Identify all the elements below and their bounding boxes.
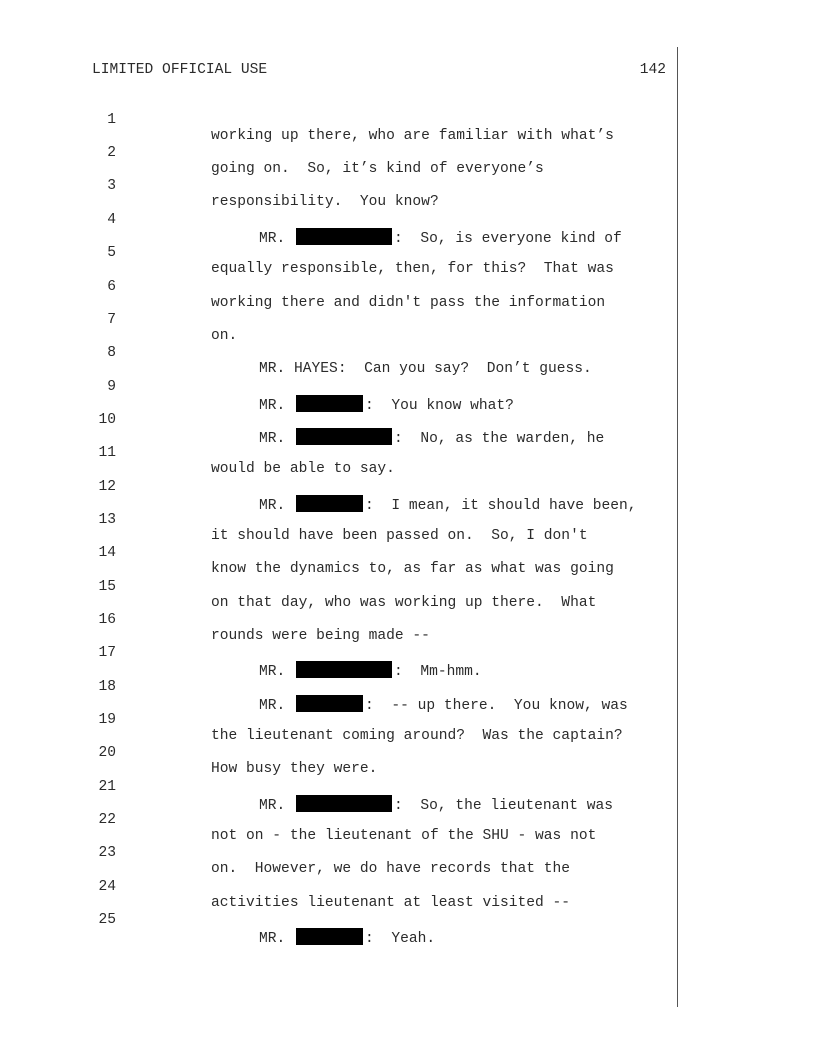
transcript-line [0, 696, 816, 744]
transcript-line [0, 596, 816, 644]
transcript-line [0, 263, 816, 311]
line-number: 5 [107, 245, 116, 261]
speaker-text: : I mean, it should have been, [365, 498, 637, 514]
line-number: 16 [98, 612, 116, 628]
line-number: 18 [98, 679, 116, 695]
transcript-line [0, 763, 816, 814]
line-text: not on - the lieutenant of the SHU - was not [211, 828, 597, 844]
transcript-line [0, 863, 816, 911]
transcript-line [0, 463, 816, 514]
transcript-line [0, 829, 816, 877]
line-number: 12 [98, 479, 116, 495]
speaker-text: : -- up there. You know, was [365, 698, 628, 714]
line-number: 6 [107, 279, 116, 295]
line-number: 14 [98, 545, 116, 561]
transcript-line [0, 229, 816, 277]
line-text: working up there, who are familiar with what’s [211, 128, 614, 144]
line-number: 22 [98, 812, 116, 828]
transcript-line [0, 162, 816, 210]
transcript-line [0, 196, 816, 247]
transcript-line [0, 629, 816, 680]
line-number: 10 [98, 412, 116, 428]
speaker-text: : So, is everyone kind of [394, 231, 622, 247]
transcript-line [0, 796, 816, 844]
transcript-line [0, 896, 816, 947]
line-text: rounds were being made -- [211, 628, 430, 644]
transcript-line [0, 496, 816, 544]
line-text: How busy they were. [211, 761, 378, 777]
speaker-text: : Mm-hmm. [394, 664, 482, 680]
line-text: going on. So, it’s kind of everyone’s [211, 161, 544, 177]
line-text: the lieutenant coming around? Was the captain? [211, 728, 623, 744]
page-number: 142 [639, 62, 666, 78]
transcript-line [0, 329, 816, 377]
line-number: 8 [107, 345, 116, 361]
line-text: responsibility. You know? [211, 194, 439, 210]
line-number: 4 [107, 212, 116, 228]
line-text: on. [211, 328, 238, 344]
line-text: know the dynamics to, as far as what was going [211, 561, 614, 577]
speaker-prefix: MR. [259, 664, 286, 680]
speaker-text: : So, the lieutenant was [394, 798, 613, 814]
speaker-prefix: MR. [259, 398, 286, 414]
line-number: 20 [98, 745, 116, 761]
line-number: 15 [98, 579, 116, 595]
transcript-line [0, 296, 816, 344]
transcript-line [0, 129, 816, 177]
line-number: 2 [107, 145, 116, 161]
speaker-prefix: MR. [259, 231, 286, 247]
speaker-text: : You know what? [365, 398, 514, 414]
line-text [259, 928, 435, 947]
line-number: 1 [107, 112, 116, 128]
page-header-classification: LIMITED OFFICIAL USE [92, 62, 268, 78]
line-number: 25 [98, 912, 116, 928]
line-number: 13 [98, 512, 116, 528]
speaker-prefix: MR. [259, 931, 286, 947]
speaker-prefix: MR. [259, 431, 286, 447]
line-number: 23 [98, 845, 116, 861]
transcript-line [0, 529, 816, 577]
transcript-line [0, 729, 816, 777]
transcript-line [0, 563, 816, 611]
line-number: 9 [107, 379, 116, 395]
line-number: 24 [98, 879, 116, 895]
line-number: 17 [98, 645, 116, 661]
line-text: activities lieutenant at least visited -- [211, 895, 571, 911]
line-text: on that day, who was working up there. What [211, 595, 597, 611]
transcript-line [0, 363, 816, 414]
line-number: 21 [98, 779, 116, 795]
line-text: equally responsible, then, for this? That was [211, 261, 614, 277]
line-number: 19 [98, 712, 116, 728]
line-number: 3 [107, 178, 116, 194]
line-text: working there and didn't pass the information [211, 295, 606, 311]
line-text: would be able to say. [211, 461, 395, 477]
line-number: 7 [107, 312, 116, 328]
transcript-line [0, 96, 816, 144]
line-number: 11 [98, 445, 116, 461]
line-text: on. However, we do have records that the [211, 861, 571, 877]
speaker-text: : No, as the warden, he [394, 431, 605, 447]
speaker-prefix: MR. [259, 698, 286, 714]
speaker-prefix: MR. [259, 498, 286, 514]
speaker-prefix: MR. [259, 798, 286, 814]
line-text: MR. HAYES: Can you say? Don’t guess. [259, 361, 592, 377]
transcript-line [0, 663, 816, 714]
transcript-line [0, 429, 816, 477]
speaker-text: : Yeah. [365, 931, 436, 947]
redaction-box [296, 928, 363, 945]
transcript-line [0, 396, 816, 447]
line-text: it should have been passed on. So, I don't [211, 528, 588, 544]
